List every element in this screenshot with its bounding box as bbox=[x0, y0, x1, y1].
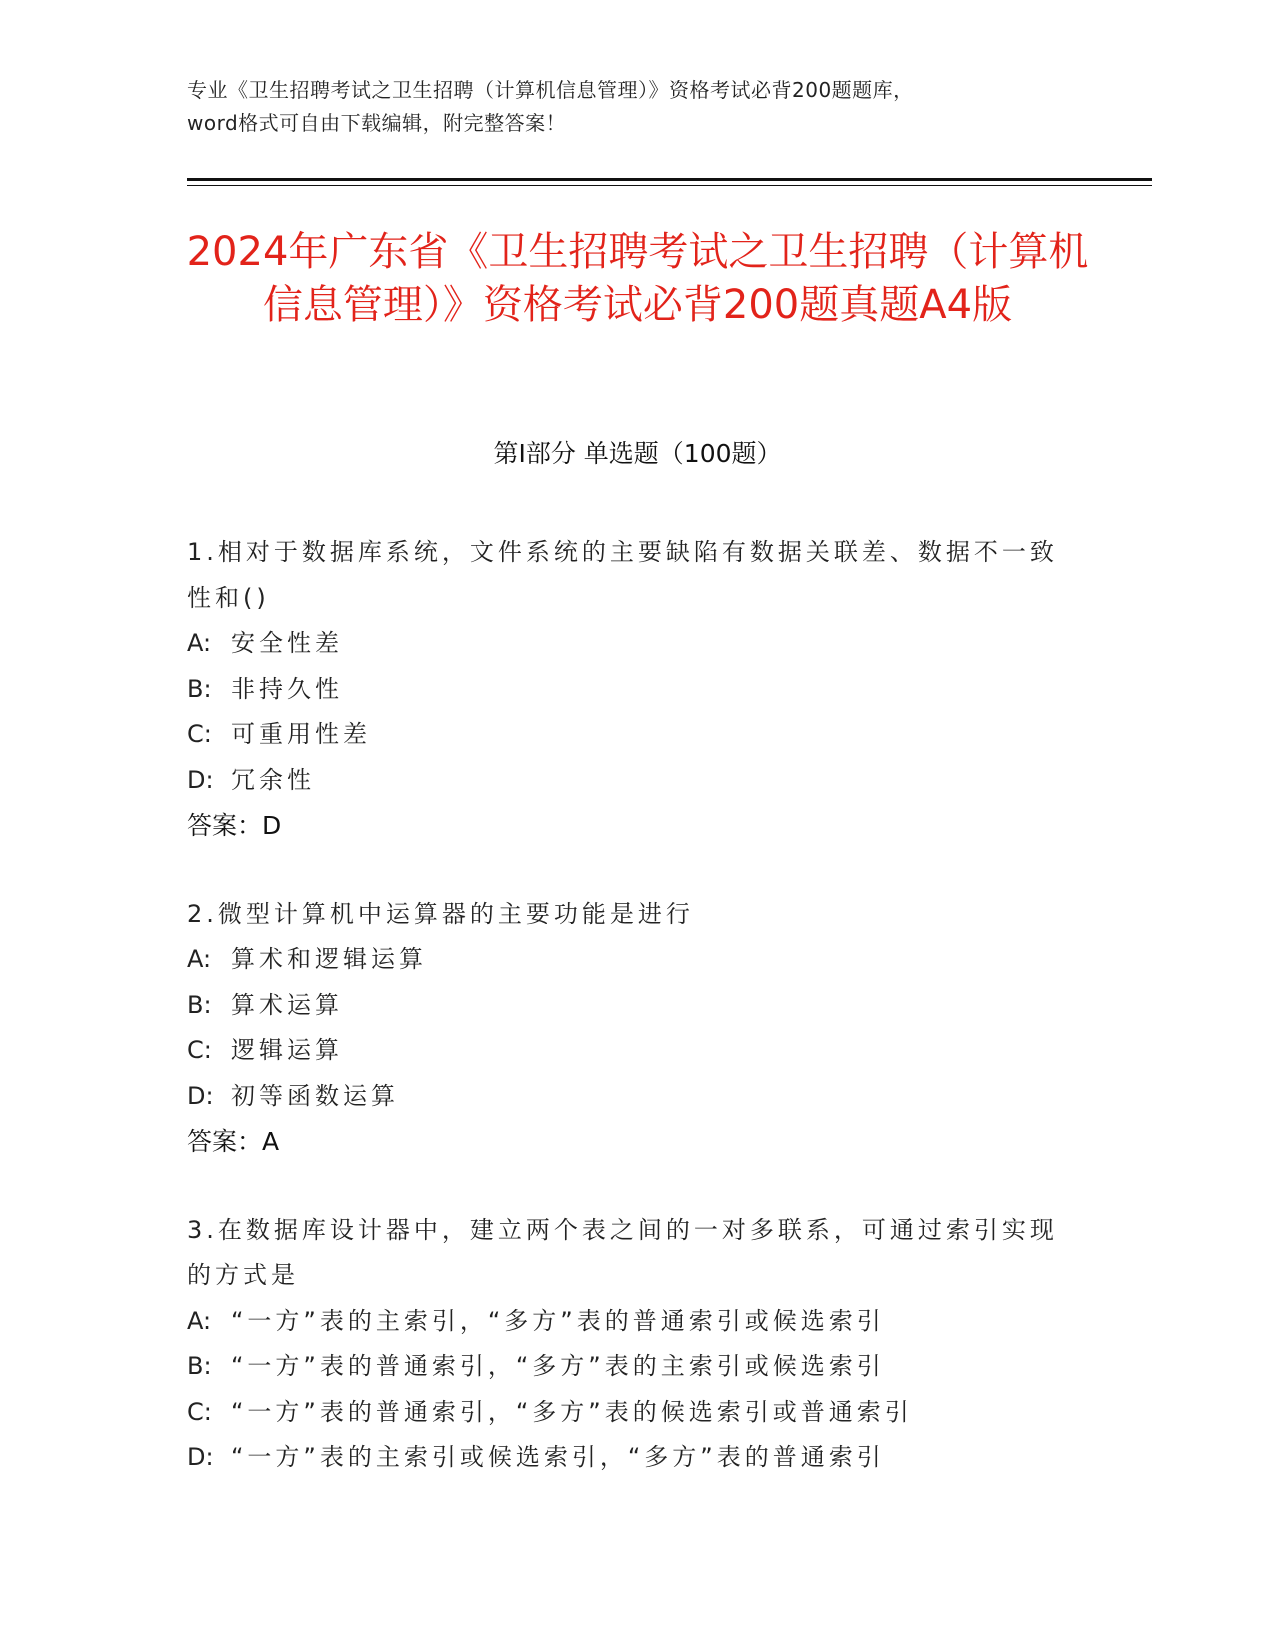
option-text: 安全性差 bbox=[231, 629, 343, 657]
header-note bbox=[187, 74, 1087, 140]
option-text: “一方”表的普通索引，“多方”表的主索引或候选索引 bbox=[231, 1352, 885, 1380]
option-c bbox=[187, 1028, 1067, 1074]
option-letter: C: bbox=[187, 1397, 212, 1426]
option-d bbox=[187, 1074, 1067, 1120]
option-text: 算术运算 bbox=[231, 990, 343, 1019]
option-b bbox=[187, 1344, 1067, 1390]
option-text: 初等函数运算 bbox=[231, 1081, 399, 1110]
option-text: 非持久性 bbox=[231, 674, 343, 703]
header-divider-thin bbox=[187, 185, 1152, 186]
question-item bbox=[187, 1208, 1067, 1481]
option-c bbox=[187, 1390, 1067, 1436]
option-letter: C: bbox=[187, 1036, 212, 1064]
header-note-line1: 专业《卫生招聘考试之卫生招聘（计算机信息管理）》资格考试必背200题题库， bbox=[187, 78, 914, 102]
question-item bbox=[187, 892, 1067, 1165]
option-a bbox=[187, 621, 1067, 667]
option-text: “一方”表的主索引，“多方”表的普通索引或候选索引 bbox=[231, 1306, 885, 1335]
option-d bbox=[187, 1435, 1067, 1481]
question-stem: 3.在数据库设计器中，建立两个表之间的一对多联系，可通过索引实现的方式是 bbox=[187, 1215, 1058, 1289]
option-text: 可重用性差 bbox=[231, 720, 371, 748]
section-heading: 第I部分 单选题（100题） bbox=[493, 439, 782, 468]
option-b bbox=[187, 983, 1067, 1029]
document-title: 2024年广东省《卫生招聘考试之卫生招聘（计算机信息管理）》资格考试必背200题真题A4版 bbox=[186, 229, 1089, 328]
option-letter: B: bbox=[187, 990, 212, 1019]
option-letter: B: bbox=[187, 1352, 212, 1380]
question-list bbox=[187, 530, 1067, 1524]
option-letter: A: bbox=[187, 1306, 212, 1335]
option-a bbox=[187, 1299, 1067, 1345]
answer-line: 答案：D bbox=[187, 811, 282, 840]
question-stem: 2.微型计算机中运算器的主要功能是进行 bbox=[187, 899, 694, 928]
option-letter: D: bbox=[187, 1443, 214, 1471]
option-text: 冗余性 bbox=[231, 765, 315, 794]
option-text: “一方”表的普通索引，“多方”表的候选索引或普通索引 bbox=[231, 1397, 913, 1426]
question-stem: 1.相对于数据库系统，文件系统的主要缺陷有数据关联差、数据不一致性和() bbox=[187, 538, 1058, 612]
option-b bbox=[187, 667, 1067, 713]
answer-line: 答案：A bbox=[187, 1127, 280, 1156]
option-a bbox=[187, 937, 1067, 983]
question-item bbox=[187, 530, 1067, 849]
option-text: 逻辑运算 bbox=[231, 1036, 343, 1064]
option-letter: D: bbox=[187, 1081, 214, 1110]
header-divider-thick bbox=[187, 178, 1152, 181]
option-letter: B: bbox=[187, 674, 212, 703]
option-c bbox=[187, 712, 1067, 758]
option-text: “一方”表的主索引或候选索引，“多方”表的普通索引 bbox=[231, 1443, 885, 1471]
header-note-line2: word格式可自由下载编辑，附完整答案！ bbox=[187, 111, 567, 135]
option-letter: C: bbox=[187, 720, 212, 748]
option-d bbox=[187, 758, 1067, 804]
option-letter: D: bbox=[187, 765, 214, 794]
option-letter: A: bbox=[187, 629, 212, 657]
option-letter: A: bbox=[187, 945, 212, 973]
option-text: 算术和逻辑运算 bbox=[231, 945, 427, 973]
